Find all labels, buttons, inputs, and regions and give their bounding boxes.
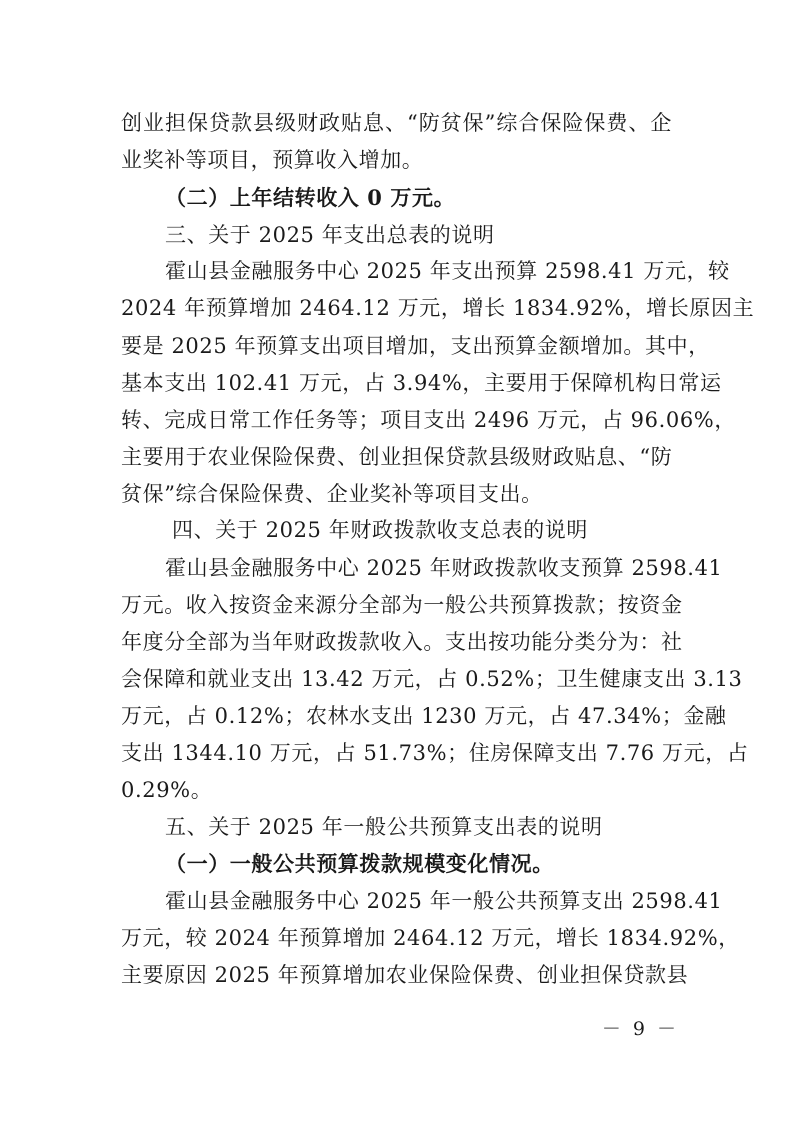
paragraph-line: 业奖补等项目，预算收入增加。	[121, 148, 424, 172]
section-subheading: （一）一般公共预算拨款规模变化情况。	[165, 851, 554, 876]
paragraph-line: 主要用于农业保险保费、创业担保贷款县级财政贴息、“防	[121, 445, 673, 469]
paragraph-line: 万元，占 0.12%；农林水支出 1230 万元，占 47.34%；金融	[121, 704, 727, 728]
paragraph-line: 支出 1344.10 万元，占 51.73%；住房保障支出 7.76 万元，占	[121, 741, 749, 765]
paragraph-line: 贫保”综合保险保费、企业奖补等项目支出。	[121, 482, 543, 506]
paragraph-line: 霍山县金融服务中心 2025 年财政拨款收支预算 2598.41	[165, 556, 723, 580]
paragraph-line: 万元，较 2024 年预算增加 2464.12 万元，增长 1834.92%，	[121, 926, 740, 950]
paragraph-line: 基本支出 102.41 万元，占 3.94%，主要用于保障机构日常运	[121, 371, 722, 395]
section-heading: 三、关于 2025 年支出总表的说明	[165, 223, 495, 247]
paragraph-line: 霍山县金融服务中心 2025 年支出预算 2598.41 万元，较	[165, 259, 730, 283]
section-subheading: （二）上年结转收入 0 万元。	[165, 185, 456, 210]
paragraph-line: 会保障和就业支出 13.42 万元，占 0.52%；卫生健康支出 3.13	[121, 667, 743, 691]
paragraph-line: 转、完成日常工作任务等；项目支出 2496 万元，占 96.06%，	[121, 408, 736, 432]
paragraph-line: 创业担保贷款县级财政贴息、“防贫保”综合保险保费、企	[121, 111, 672, 135]
paragraph-line: 年度分全部为当年财政拨款收入。支出按功能分类分为：社	[121, 630, 683, 654]
section-heading: 四、关于 2025 年财政拨款收支总表的说明	[172, 518, 588, 542]
paragraph-line: 0.29%。	[121, 778, 213, 802]
paragraph-line: 主要原因 2025 年预算增加农业保险保费、创业担保贷款县	[121, 963, 689, 987]
paragraph-line: 要是 2025 年预算支出项目增加，支出预算金额增加。其中，	[121, 334, 710, 358]
paragraph-line: 霍山县金融服务中心 2025 年一般公共预算支出 2598.41	[165, 889, 723, 913]
paragraph-line: 万元。收入按资金来源分全部为一般公共预算拨款；按资金	[121, 593, 683, 617]
paragraph-line: 2024 年预算增加 2464.12 万元，增长 1834.92%，增长原因主	[121, 296, 755, 320]
section-heading: 五、关于 2025 年一般公共预算支出表的说明	[165, 815, 603, 839]
page-number: － 9 －	[601, 1018, 679, 1040]
